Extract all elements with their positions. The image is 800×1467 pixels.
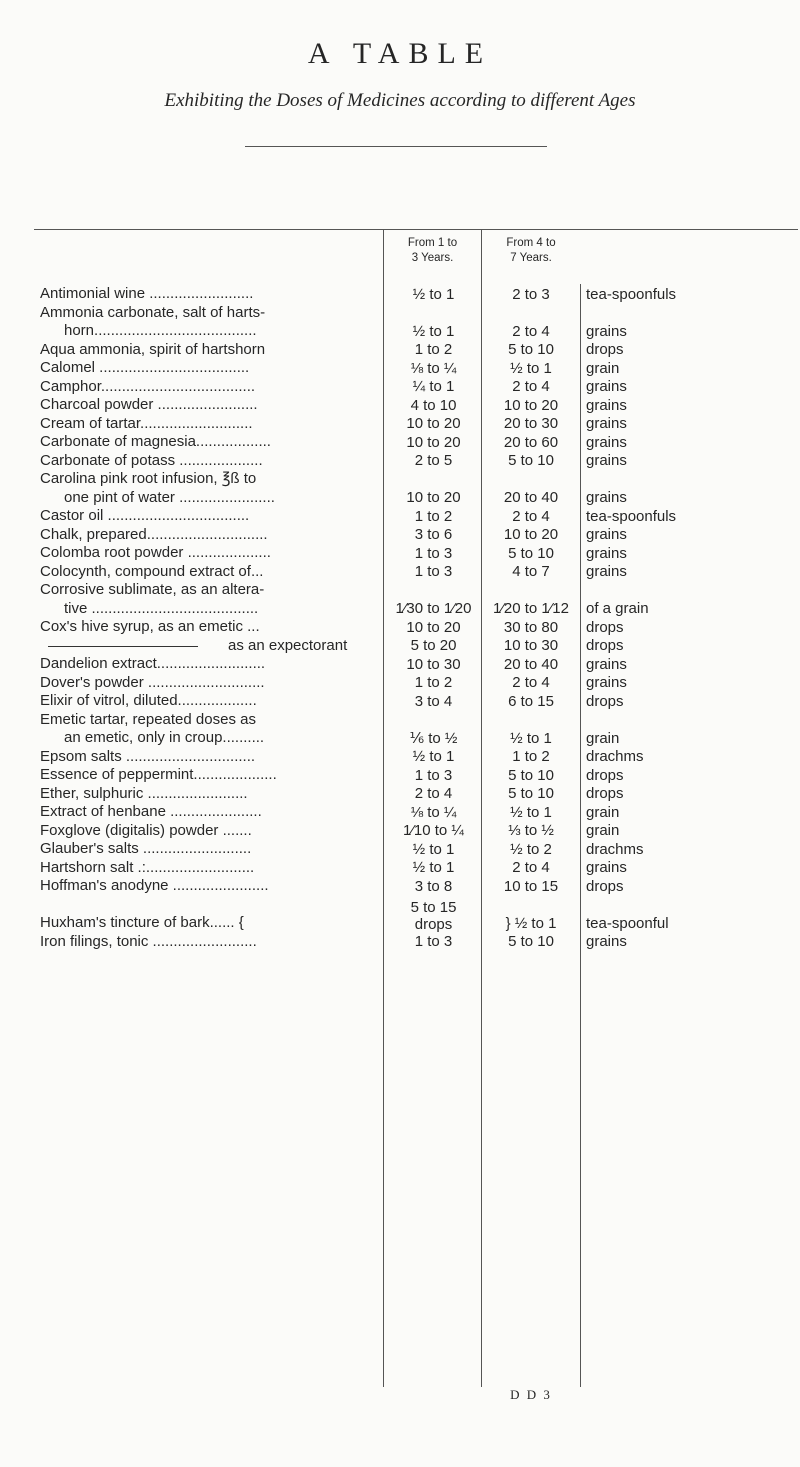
dose-age-4-7: 1⁄20 to 1⁄12	[493, 600, 569, 617]
medicine-name-line: Hartshorn salt .:..........................	[40, 858, 255, 876]
dose-age-1-3: 10 to 20	[406, 618, 461, 636]
medicine-name-line: Colomba root powder ....................	[40, 544, 271, 561]
dose-age-1-3: 1⁄30 to 1⁄20	[395, 600, 472, 617]
dose-unit: drops	[586, 341, 624, 358]
table-row	[0, 655, 800, 674]
medicine-name-line: Charcoal powder ........................	[40, 396, 258, 413]
dose-unit: grains	[586, 433, 627, 451]
dose-unit: grains	[586, 396, 627, 414]
dose-age-1-3: 10 to 20	[406, 433, 461, 451]
medicine-name	[40, 859, 370, 878]
dose-age-1-3: 2 to 5	[414, 452, 453, 469]
dose-age-4-7: 30 to 80	[503, 618, 559, 636]
dose-age-4-7: ½ to 1	[510, 803, 552, 821]
medicine-name	[40, 341, 370, 360]
medicine-name	[40, 396, 370, 415]
medicine-name-line: Glauber's salts ..........................	[40, 840, 252, 857]
table-row	[0, 341, 800, 360]
medicine-name	[40, 359, 370, 378]
dose-age-1-3: 3 to 4	[414, 692, 453, 710]
dose-age-1-3: 10 to 20	[406, 489, 461, 506]
medicine-name	[40, 933, 370, 952]
medicine-name-line: Elixir of vitrol, diluted...................	[40, 692, 257, 709]
table-row	[0, 415, 800, 434]
medicine-name-line: Foxglove (digitalis) powder .......	[40, 821, 252, 839]
page-title: A TABLE	[307, 37, 493, 70]
table-row	[0, 859, 800, 878]
table-row	[0, 526, 800, 545]
dose-age-1-3: ½ to 1	[412, 285, 455, 303]
table-row	[0, 896, 800, 933]
dose-age-4-7: 5 to 10	[508, 341, 554, 358]
dose-age-4-7: 20 to 40	[503, 489, 559, 506]
medicine-name	[40, 692, 370, 711]
dose-age-4-7: 4 to 7	[512, 563, 550, 580]
table-row	[0, 637, 800, 656]
dose-unit: drops	[586, 692, 624, 710]
dose-age-4-7: ½ to 1	[510, 359, 552, 377]
dose-age-4-7: 2 to 3	[512, 285, 550, 303]
dose-unit: tea-spoonfuls	[586, 285, 677, 303]
dose-age-4-7: 2 to 4	[512, 322, 550, 340]
table-row	[0, 285, 800, 304]
table-row	[0, 396, 800, 415]
dose-unit: grain	[586, 803, 620, 821]
dose-age-4-7: 1 to 2	[512, 748, 550, 765]
table-row	[0, 470, 800, 507]
medicine-name-line: Huxham's tincture of bark...... {	[40, 914, 244, 931]
table-row	[0, 359, 800, 378]
medicine-name-line: Emetic tartar, repeated doses as	[40, 710, 256, 728]
dose-age-1-3: ½ to 1	[412, 840, 455, 858]
medicine-name	[40, 581, 370, 618]
medicine-name-line: Chalk, prepared.............................	[40, 525, 268, 543]
medicine-name-line: as an expectorant	[228, 636, 348, 654]
table-row	[0, 711, 800, 748]
dose-age-4-7: 2 to 4	[512, 859, 550, 876]
medicine-name-line: Castor oil ..................................	[40, 507, 250, 524]
medicine-name	[40, 526, 370, 545]
medicine-name-line: Cox's hive syrup, as an emetic ...	[40, 618, 260, 635]
medicine-name-line: Carbonate of magnesia..................	[40, 433, 271, 450]
medicine-name-continuation: horn.......................................	[64, 322, 257, 339]
medicine-name	[40, 618, 370, 637]
medicine-name-line: Carolina pink root infusion, ℥ß to	[40, 470, 257, 487]
medicine-name	[40, 544, 370, 563]
dose-age-1-3: ⅛ to ¼	[410, 359, 457, 377]
dose-age-1-3: 3 to 6	[414, 526, 453, 543]
table-row	[0, 507, 800, 526]
medicine-name	[40, 304, 370, 341]
table-row	[0, 304, 800, 341]
dose-unit: grains	[586, 378, 627, 395]
dose-age-4-7: 6 to 15	[508, 692, 554, 710]
dose-age-1-3: 1 to 3	[414, 544, 453, 562]
dose-age-1-3: 5 to 20	[410, 637, 457, 654]
dose-age-1-3: 4 to 10	[410, 396, 457, 414]
dose-unit: grains	[586, 322, 627, 340]
medicine-name-line: Iron filings, tonic .........................	[40, 932, 257, 950]
column-header-age-1-3: From 1 to 3 Years.	[407, 237, 458, 264]
medicine-name-line: Cream of tartar...........................	[40, 414, 253, 432]
medicine-name-line: Ammonia carbonate, salt of harts-	[40, 303, 266, 321]
medicine-name	[40, 822, 370, 841]
dose-age-1-3: 10 to 20	[406, 415, 461, 432]
dose-age-4-7: ½ to 2	[510, 840, 552, 858]
dose-unit: grains	[586, 563, 627, 580]
table-row	[0, 378, 800, 397]
dose-age-1-3: 5 to 15 drops	[410, 898, 457, 933]
dose-table	[0, 285, 800, 951]
dose-unit: grains	[586, 859, 627, 876]
dose-unit: grains	[586, 526, 627, 543]
divider	[245, 146, 547, 147]
dose-age-1-3: 1 to 3	[414, 563, 453, 580]
dose-age-4-7: 5 to 10	[508, 766, 554, 784]
dose-unit: drops	[586, 618, 624, 636]
table-row	[0, 785, 800, 804]
medicine-name	[40, 766, 370, 785]
table-row	[0, 803, 800, 822]
medicine-name	[40, 785, 370, 804]
medicine-name-continuation: tive ........................................	[64, 599, 259, 617]
medicine-name	[40, 470, 370, 507]
table-row	[0, 452, 800, 471]
medicine-name	[40, 433, 370, 452]
dose-age-1-3: ½ to 1	[412, 322, 455, 340]
dose-unit: drachms	[586, 748, 644, 765]
table-row	[0, 692, 800, 711]
dose-age-4-7: 20 to 60	[503, 433, 559, 451]
dose-unit: grains	[586, 489, 627, 506]
dose-unit: drops	[586, 877, 624, 895]
dose-age-1-3: ½ to 1	[412, 748, 455, 765]
dose-age-1-3: 10 to 30	[406, 655, 461, 673]
table-row	[0, 433, 800, 452]
dose-age-4-7: 10 to 20	[503, 526, 559, 543]
dose-age-1-3: 1 to 2	[414, 674, 453, 691]
medicine-name-line: Dandelion extract..........................	[40, 655, 266, 672]
dose-age-1-3: 1⁄10 to ¼	[403, 822, 464, 839]
medicine-name-continuation: an emetic, only in croup..........	[64, 729, 265, 746]
medicine-name	[40, 378, 370, 397]
dose-unit: tea-spoonfuls	[586, 507, 677, 525]
dose-age-4-7: 20 to 40	[503, 655, 559, 673]
dose-age-4-7: 10 to 20	[503, 396, 559, 414]
dose-unit: tea-spoonful	[586, 914, 669, 932]
table-row	[0, 618, 800, 637]
dose-unit: grains	[586, 655, 627, 673]
dose-unit: drops	[586, 766, 624, 784]
medicine-name	[40, 840, 370, 859]
dose-age-4-7: 2 to 4	[512, 507, 550, 525]
dose-unit: grain	[586, 359, 620, 377]
table-row	[0, 581, 800, 618]
dose-unit: of a grain	[586, 600, 649, 617]
table-row	[0, 766, 800, 785]
dose-age-1-3: 1 to 3	[414, 933, 453, 950]
dose-age-1-3: ¼ to 1	[412, 378, 455, 395]
medicine-name-line: Corrosive sublimate, as an altera-	[40, 581, 265, 598]
dose-unit: grains	[586, 544, 627, 562]
dose-age-4-7: ½ to 1	[510, 729, 552, 747]
dose-age-4-7: 10 to 15	[503, 877, 559, 895]
medicine-name	[40, 877, 370, 896]
dose-age-1-3: 1 to 2	[414, 507, 453, 525]
medicine-name	[40, 452, 370, 471]
dose-age-4-7: 2 to 4	[512, 674, 550, 691]
medicine-name	[40, 711, 370, 748]
signature-mark: D D 3	[510, 1387, 552, 1402]
dose-age-1-3: 3 to 8	[414, 877, 453, 895]
dose-age-1-3: 1 to 3	[414, 766, 453, 784]
medicine-name-line: Camphor.....................................	[40, 377, 256, 395]
medicine-name-line: Calomel ....................................	[40, 359, 250, 376]
medicine-name	[40, 655, 370, 674]
medicine-name-line: Hoffman's anodyne .......................	[40, 877, 269, 894]
dose-age-1-3: 1 to 2	[414, 341, 453, 358]
dose-unit: grain	[586, 822, 620, 839]
dose-age-4-7: 20 to 30	[503, 415, 559, 432]
dose-unit: drops	[586, 785, 624, 802]
dose-age-1-3: ⅙ to ½	[409, 729, 458, 747]
medicine-name	[40, 285, 370, 304]
medicine-name-line: Antimonial wine .........................	[40, 285, 254, 302]
dose-unit: grains	[586, 674, 627, 691]
dose-unit: grain	[586, 729, 620, 747]
dose-age-4-7: 5 to 10	[508, 785, 554, 802]
table-row	[0, 748, 800, 767]
dose-unit: grains	[586, 933, 627, 950]
medicine-name	[40, 415, 370, 434]
dose-age-4-7: 5 to 10	[508, 933, 554, 950]
medicine-name	[40, 674, 370, 693]
dose-age-4-7: 5 to 10	[508, 544, 554, 562]
table-row	[0, 840, 800, 859]
medicine-name-continuation: one pint of water .......................	[64, 488, 275, 506]
table-row	[0, 563, 800, 582]
dose-age-4-7: ⅓ to ½	[508, 822, 554, 839]
table-row	[0, 822, 800, 841]
medicine-name	[40, 563, 370, 582]
table-row	[0, 877, 800, 896]
table-row	[0, 544, 800, 563]
dose-unit: grains	[586, 415, 627, 432]
table-top-rule	[34, 229, 798, 230]
page-subtitle: Exhibiting the Doses of Medicines according to different Ages	[164, 90, 636, 111]
ditto-rule	[48, 646, 198, 647]
medicine-name-line: Epsom salts ...............................	[40, 747, 256, 765]
dose-age-4-7: } ½ to 1	[505, 914, 557, 932]
dose-age-1-3: ⅛ to ¼	[410, 803, 457, 821]
dose-age-4-7: 5 to 10	[508, 452, 554, 469]
table-row	[0, 933, 800, 952]
medicine-name-line: Essence of peppermint....................	[40, 766, 277, 783]
medicine-name-line: Ether, sulphuric ........................	[40, 784, 248, 802]
medicine-name	[40, 748, 370, 767]
column-header-age-4-7: From 4 to 7 Years.	[506, 237, 556, 264]
medicine-name-line: Dover's powder ............................	[40, 673, 265, 691]
table-row	[0, 674, 800, 693]
medicine-name-line: Carbonate of potass ....................	[40, 451, 263, 469]
medicine-name	[40, 507, 370, 526]
medicine-name-line: Colocynth, compound extract of...	[40, 562, 264, 580]
dose-age-4-7: 2 to 4	[512, 378, 550, 395]
medicine-name	[40, 914, 370, 933]
dose-unit: drops	[586, 637, 624, 654]
dose-unit: grains	[586, 452, 627, 469]
medicine-name-line: Aqua ammonia, spirit of hartshorn	[40, 340, 266, 358]
dose-age-1-3: 2 to 4	[414, 785, 453, 802]
medicine-name-line: Extract of henbane ......................	[40, 803, 262, 820]
medicine-name	[40, 803, 370, 822]
dose-unit: drachms	[586, 840, 644, 858]
dose-age-1-3: ½ to 1	[412, 859, 455, 876]
dose-age-4-7: 10 to 30	[503, 637, 559, 654]
